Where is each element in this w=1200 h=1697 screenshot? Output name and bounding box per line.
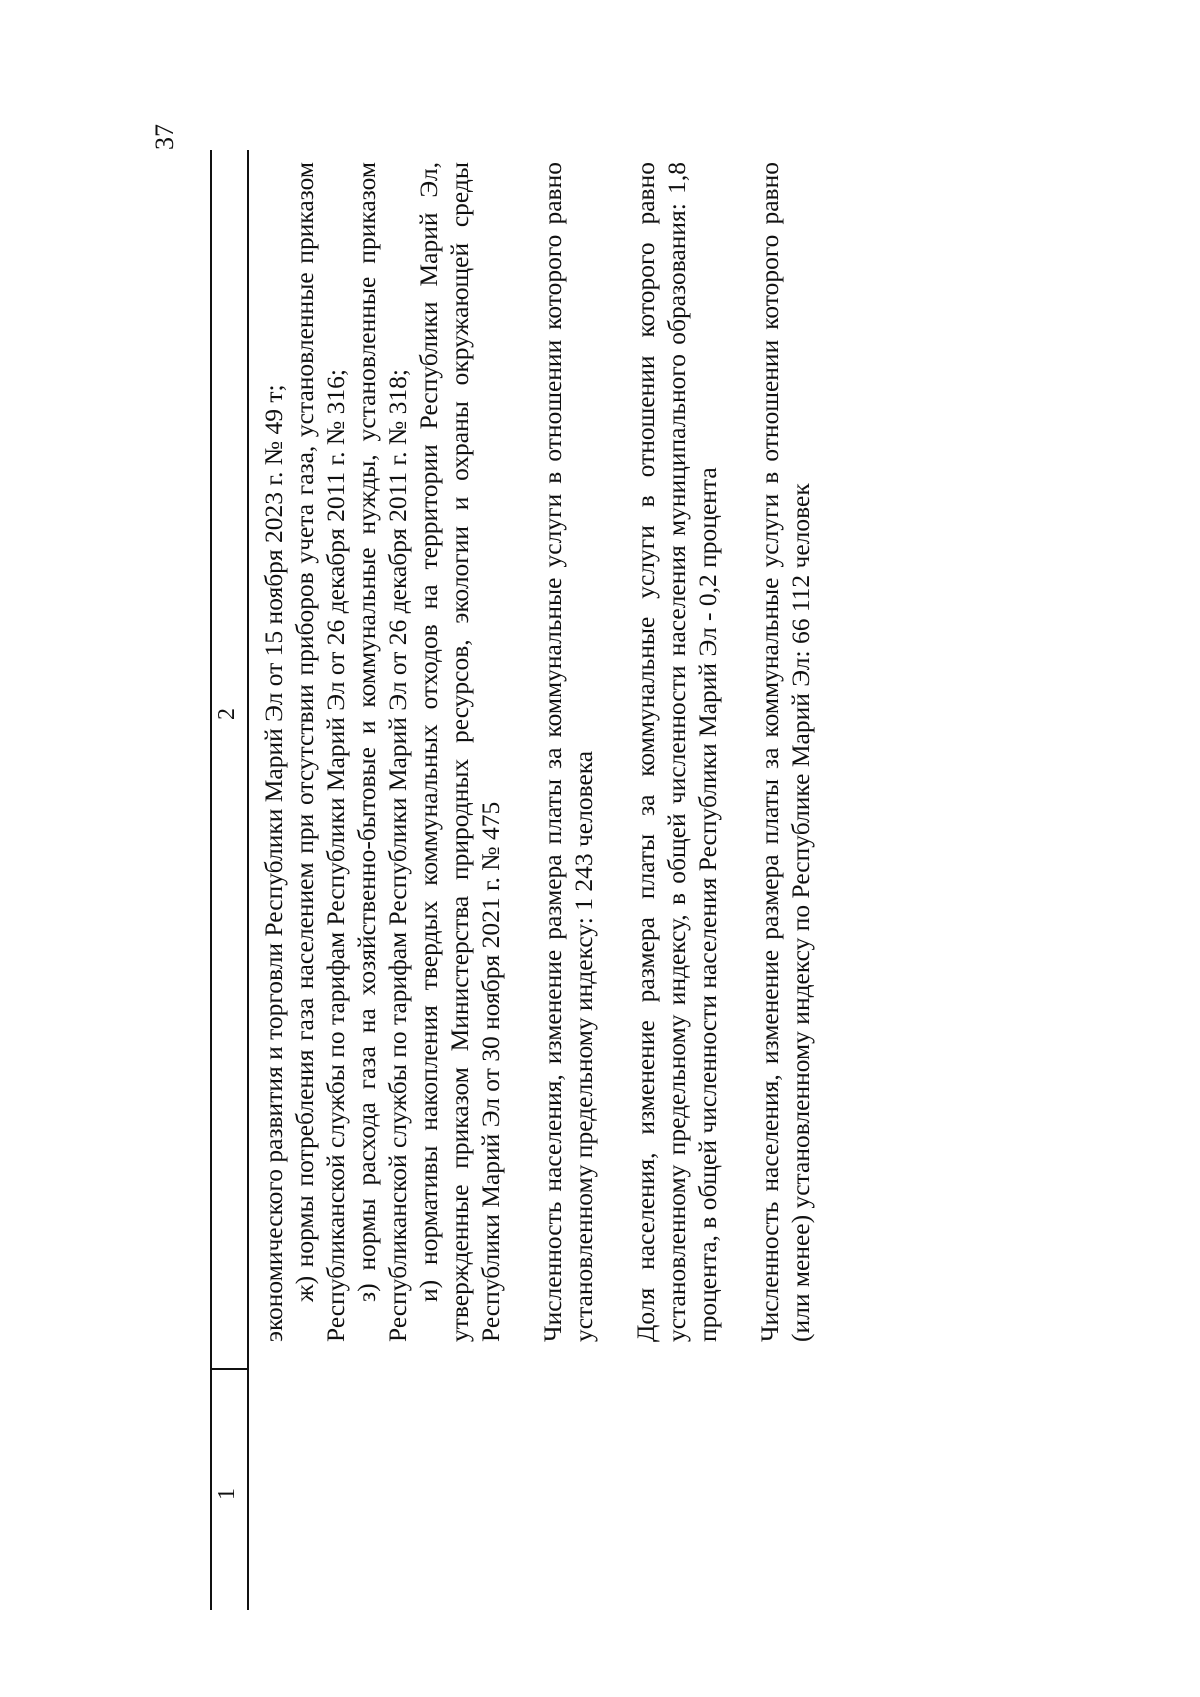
column-2-header: 2: [214, 708, 240, 720]
rotated-table: [210, 150, 1010, 1610]
paragraph-item-z: з) нормы расхода газа на хозяйственно-бытовые и коммунальные нужды, установленные приказом Республиканской службы по тарифам Республики Марий Эл от 26 декабря 2011 г. № 318;: [352, 162, 412, 1342]
header-separator: [247, 150, 249, 1610]
column-1-header: 1: [214, 1488, 240, 1500]
population-republic-paragraph: Численность населения, изменение размера платы за коммунальные услуги в отношении которого равно (или менее) установленному индексу по Республике Марий Эл: 66 112 человек: [755, 162, 815, 1342]
paragraph-item-i: и) нормативы накопления твердых коммунальных отходов на территории Республики Марий Эл, утвержденные приказом Министерства природных ресурсов, экологии и охраны окружающей среды Республики Марий Эл от 30 ноября 2021 г. № 475: [414, 162, 505, 1342]
paragraph-item-zh: ж) нормы потребления газа населением при отсутствии приборов учета газа, установленные приказом Республиканской службы по тарифам Республики Марий Эл от 26 декабря 2011 г. № 316;: [290, 162, 350, 1342]
table-content: [258, 162, 816, 1342]
population-count-paragraph: Численность населения, изменение размера платы за коммунальные услуги в отношении которого равно установленному предельному индексу: 1 243 человека: [538, 162, 598, 1342]
column-divider: [210, 1368, 249, 1370]
paragraph-continuation: экономического развития и торговли Республики Марий Эл от 15 ноября 2023 г. № 49 т;: [259, 384, 288, 1342]
population-share-paragraph: Доля населения, изменение размера платы за коммунальные услуги в отношении которого равно установленному предельному индексу, в общей численности населения муниципального образования: 1,8 процента, в общей численности населения Республики Марий Эл - 0,2 процента: [631, 162, 722, 1342]
page-number: 37: [150, 124, 179, 150]
table-top-border: [210, 150, 212, 1610]
